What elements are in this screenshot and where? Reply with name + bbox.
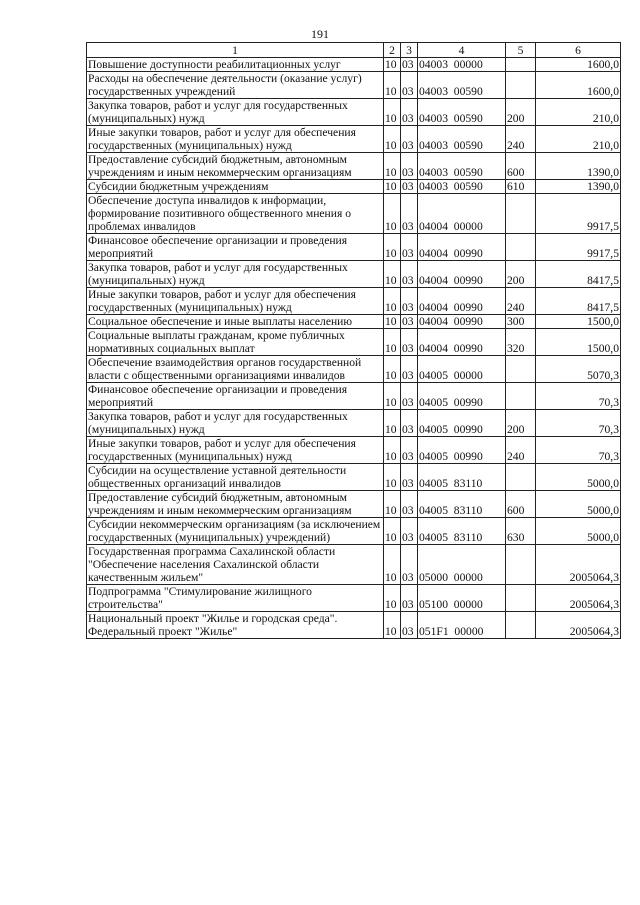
row-target-code: 05000 00000 xyxy=(418,545,506,585)
row-target-code: 04004 00990 xyxy=(418,329,506,356)
budget-table xyxy=(86,42,621,639)
table-row xyxy=(87,383,621,410)
table-row xyxy=(87,356,621,383)
row-target-code: 04003 00590 xyxy=(418,72,506,99)
row-amount: 5070,3 xyxy=(536,356,621,383)
table-header-row xyxy=(87,43,621,58)
row-name: Финансовое обеспечение организации и проведения мероприятий xyxy=(87,234,384,261)
row-target-code: 04003 00590 xyxy=(418,153,506,180)
row-target-code: 04003 00590 xyxy=(418,180,506,194)
row-expense-type: 300 xyxy=(506,315,536,329)
row-subsection: 03 xyxy=(401,234,418,261)
table-row xyxy=(87,545,621,585)
row-target-code: 04005 00990 xyxy=(418,437,506,464)
row-section: 10 xyxy=(384,194,401,234)
column-header: 2 xyxy=(384,43,401,58)
row-subsection: 03 xyxy=(401,288,418,315)
row-target-code: 04004 00990 xyxy=(418,288,506,315)
row-amount: 2005064,3 xyxy=(536,585,621,612)
table-row xyxy=(87,437,621,464)
row-expense-type: 240 xyxy=(506,126,536,153)
row-subsection: 03 xyxy=(401,410,418,437)
row-subsection: 03 xyxy=(401,180,418,194)
row-section: 10 xyxy=(384,437,401,464)
row-subsection: 03 xyxy=(401,126,418,153)
row-amount: 5000,0 xyxy=(536,518,621,545)
row-section: 10 xyxy=(384,288,401,315)
row-target-code: 04005 83110 xyxy=(418,518,506,545)
table-row xyxy=(87,72,621,99)
row-amount: 1390,0 xyxy=(536,180,621,194)
row-amount: 1600,0 xyxy=(536,58,621,72)
table-row xyxy=(87,315,621,329)
row-amount: 70,3 xyxy=(536,383,621,410)
row-expense-type: 240 xyxy=(506,288,536,315)
row-amount: 1500,0 xyxy=(536,315,621,329)
column-header: 3 xyxy=(401,43,418,58)
row-amount: 1500,0 xyxy=(536,329,621,356)
row-expense-type xyxy=(506,194,536,234)
table-row xyxy=(87,234,621,261)
table-row xyxy=(87,612,621,639)
row-expense-type: 600 xyxy=(506,491,536,518)
row-amount: 210,0 xyxy=(536,126,621,153)
row-section: 10 xyxy=(384,126,401,153)
row-subsection: 03 xyxy=(401,612,418,639)
row-expense-type: 320 xyxy=(506,329,536,356)
row-expense-type: 610 xyxy=(506,180,536,194)
row-name: Подпрограмма "Стимулирование жилищного строительства" xyxy=(87,585,384,612)
row-section: 10 xyxy=(384,612,401,639)
row-section: 10 xyxy=(384,545,401,585)
row-name: Иные закупки товаров, работ и услуг для обеспечения государственных (муниципальных) нужд xyxy=(87,126,384,153)
row-expense-type: 200 xyxy=(506,261,536,288)
row-amount: 9917,5 xyxy=(536,234,621,261)
row-section: 10 xyxy=(384,464,401,491)
row-subsection: 03 xyxy=(401,58,418,72)
row-subsection: 03 xyxy=(401,437,418,464)
table-row xyxy=(87,329,621,356)
row-name: Социальные выплаты гражданам, кроме публичных нормативных социальных выплат xyxy=(87,329,384,356)
row-section: 10 xyxy=(384,72,401,99)
row-target-code: 04004 00990 xyxy=(418,315,506,329)
row-name: Закупка товаров, работ и услуг для государственных (муниципальных) нужд xyxy=(87,99,384,126)
row-expense-type xyxy=(506,585,536,612)
row-amount: 5000,0 xyxy=(536,491,621,518)
row-target-code: 04004 00990 xyxy=(418,234,506,261)
row-target-code: 04004 00990 xyxy=(418,261,506,288)
row-amount: 1600,0 xyxy=(536,72,621,99)
row-subsection: 03 xyxy=(401,491,418,518)
row-target-code: 04005 00990 xyxy=(418,383,506,410)
row-section: 10 xyxy=(384,58,401,72)
row-section: 10 xyxy=(384,99,401,126)
row-name: Субсидии бюджетным учреждениям xyxy=(87,180,384,194)
row-name: Предоставление субсидий бюджетным, автономным учреждениям и иным некоммерческим организациям xyxy=(87,491,384,518)
table-row xyxy=(87,261,621,288)
table-row xyxy=(87,585,621,612)
row-section: 10 xyxy=(384,315,401,329)
row-target-code: 04003 00000 xyxy=(418,58,506,72)
row-expense-type xyxy=(506,356,536,383)
row-name: Расходы на обеспечение деятельности (оказание услуг) государственных учреждений xyxy=(87,72,384,99)
row-target-code: 04005 83110 xyxy=(418,464,506,491)
row-expense-type xyxy=(506,58,536,72)
row-name: Закупка товаров, работ и услуг для государственных (муниципальных) нужд xyxy=(87,410,384,437)
table-row xyxy=(87,153,621,180)
row-amount: 2005064,3 xyxy=(536,612,621,639)
row-target-code: 04003 00590 xyxy=(418,126,506,153)
table-row xyxy=(87,180,621,194)
table-row xyxy=(87,518,621,545)
row-target-code: 051F1 00000 xyxy=(418,612,506,639)
row-section: 10 xyxy=(384,234,401,261)
column-header: 6 xyxy=(536,43,621,58)
row-amount: 1390,0 xyxy=(536,153,621,180)
row-name: Обеспечение доступа инвалидов к информации, формирование позитивного общественного мнения о проблемах инвалидов xyxy=(87,194,384,234)
row-expense-type: 240 xyxy=(506,437,536,464)
row-section: 10 xyxy=(384,383,401,410)
row-subsection: 03 xyxy=(401,464,418,491)
row-expense-type: 600 xyxy=(506,153,536,180)
row-section: 10 xyxy=(384,518,401,545)
table-row xyxy=(87,491,621,518)
column-header: 4 xyxy=(418,43,506,58)
row-expense-type: 200 xyxy=(506,410,536,437)
row-subsection: 03 xyxy=(401,383,418,410)
row-amount: 70,3 xyxy=(536,410,621,437)
row-name: Закупка товаров, работ и услуг для государственных (муниципальных) нужд xyxy=(87,261,384,288)
row-section: 10 xyxy=(384,410,401,437)
row-section: 10 xyxy=(384,329,401,356)
row-name: Субсидии некоммерческим организациям (за исключением государственных (муниципальных) учреждений) xyxy=(87,518,384,545)
table-body xyxy=(87,58,621,639)
row-amount: 9917,5 xyxy=(536,194,621,234)
row-amount: 8417,5 xyxy=(536,288,621,315)
row-subsection: 03 xyxy=(401,99,418,126)
row-target-code: 05100 00000 xyxy=(418,585,506,612)
row-amount: 5000,0 xyxy=(536,464,621,491)
table-row xyxy=(87,126,621,153)
row-subsection: 03 xyxy=(401,329,418,356)
row-target-code: 04005 00000 xyxy=(418,356,506,383)
row-expense-type xyxy=(506,383,536,410)
table-row xyxy=(87,194,621,234)
row-name: Предоставление субсидий бюджетным, автономным учреждениям и иным некоммерческим организациям xyxy=(87,153,384,180)
row-name: Повышение доступности реабилитационных услуг xyxy=(87,58,384,72)
row-section: 10 xyxy=(384,180,401,194)
row-expense-type xyxy=(506,545,536,585)
table-row xyxy=(87,58,621,72)
row-expense-type xyxy=(506,72,536,99)
row-subsection: 03 xyxy=(401,518,418,545)
row-name: Обеспечение взаимодействия органов государственной власти с общественными организациями инвалидов xyxy=(87,356,384,383)
table-row xyxy=(87,464,621,491)
row-expense-type: 200 xyxy=(506,99,536,126)
row-expense-type xyxy=(506,612,536,639)
row-name: Иные закупки товаров, работ и услуг для обеспечения государственных (муниципальных) нужд xyxy=(87,288,384,315)
row-amount: 210,0 xyxy=(536,99,621,126)
row-subsection: 03 xyxy=(401,261,418,288)
row-name: Финансовое обеспечение организации и проведения мероприятий xyxy=(87,383,384,410)
row-section: 10 xyxy=(384,261,401,288)
row-target-code: 04004 00000 xyxy=(418,194,506,234)
row-subsection: 03 xyxy=(401,585,418,612)
row-section: 10 xyxy=(384,356,401,383)
row-amount: 8417,5 xyxy=(536,261,621,288)
row-name: Субсидии на осуществление уставной деятельности общественных организаций инвалидов xyxy=(87,464,384,491)
row-name: Государственная программа Сахалинской области "Обеспечение населения Сахалинской области качественным жильем" xyxy=(87,545,384,585)
row-subsection: 03 xyxy=(401,194,418,234)
row-section: 10 xyxy=(384,153,401,180)
column-header: 1 xyxy=(87,43,384,58)
row-expense-type: 630 xyxy=(506,518,536,545)
row-amount: 70,3 xyxy=(536,437,621,464)
table-row xyxy=(87,99,621,126)
row-expense-type xyxy=(506,464,536,491)
row-name: Национальный проект "Жилье и городская среда". Федеральный проект "Жилье" xyxy=(87,612,384,639)
row-amount: 2005064,3 xyxy=(536,545,621,585)
row-target-code: 04005 83110 xyxy=(418,491,506,518)
row-section: 10 xyxy=(384,491,401,518)
column-header: 5 xyxy=(506,43,536,58)
row-name: Социальное обеспечение и иные выплаты населению xyxy=(87,315,384,329)
row-name: Иные закупки товаров, работ и услуг для обеспечения государственных (муниципальных) нужд xyxy=(87,437,384,464)
row-subsection: 03 xyxy=(401,153,418,180)
table-row xyxy=(87,288,621,315)
row-subsection: 03 xyxy=(401,315,418,329)
row-expense-type xyxy=(506,234,536,261)
row-subsection: 03 xyxy=(401,545,418,585)
row-target-code: 04005 00990 xyxy=(418,410,506,437)
row-subsection: 03 xyxy=(401,72,418,99)
table-row xyxy=(87,410,621,437)
row-subsection: 03 xyxy=(401,356,418,383)
row-section: 10 xyxy=(384,585,401,612)
page-number: 191 xyxy=(311,27,329,41)
row-target-code: 04003 00590 xyxy=(418,99,506,126)
